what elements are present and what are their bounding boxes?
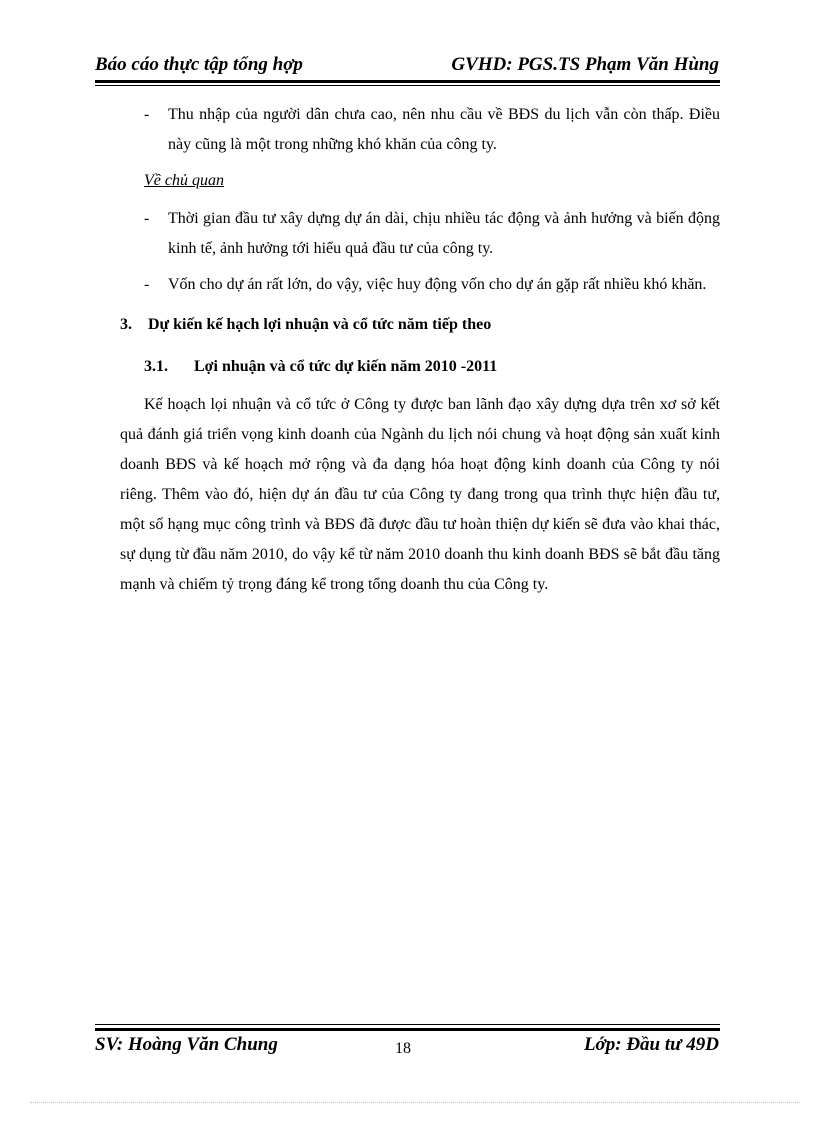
- bullet-dash: -: [144, 106, 150, 123]
- section-title: Dự kiến kế hạch lợi nhuận và cổ tức năm tiếp theo: [148, 316, 492, 333]
- page-header: [95, 54, 719, 80]
- section-3-1-heading: [144, 352, 720, 382]
- profit-plan-paragraph: Kế hoạch lọi nhuận và cổ tức ở Công ty được ban lãnh đạo xây dựng dựa trên xơ sở kết quả đánh giá triển vọng kinh doanh của Ngành du lịch nói chung và hoạt động sản xuất kinh doanh BĐS và kế hoạch mở rộng và đa dạng hóa hoạt động kinh doanh của Công ty nói riêng. Thêm vào đó, hiện dự án đầu tư của Công ty đang trong qua trình thực hiện đầu tư, một số hạng mục công trình và BĐS đã được đầu tư hoàn thiện dự kiến sẽ đưa vào khai thác, sự dụng từ đầu năm 2010, do vậy kể từ năm 2010 doanh thu kinh doanh BĐS sẽ bắt đầu tăng mạnh và chiếm tỷ trọng đáng kể trong tổng doanh thu của Công ty.: [120, 396, 720, 593]
- section-3-heading: [120, 310, 720, 340]
- header-supervisor: GVHD: PGS.TS Phạm Văn Hùng: [451, 54, 719, 75]
- footer-student: SV: Hoàng Văn Chung: [95, 1034, 278, 1055]
- section-number: 3.1.: [144, 358, 168, 375]
- footer-rule-thin: [95, 1024, 720, 1025]
- section-number: 3.: [120, 316, 132, 333]
- bullet-investment-time: [120, 204, 720, 264]
- header-report-title: Báo cáo thực tập tổng hợp: [95, 54, 303, 75]
- footer-class: Lớp: Đầu tư 49D: [583, 1034, 719, 1055]
- bullet-text: Vốn cho dự án rất lớn, do vậy, việc huy động vốn cho dự án gặp rất nhiều khó khăn.: [168, 276, 707, 293]
- page-border-dotted: [30, 1102, 800, 1103]
- page-content: [120, 100, 720, 600]
- bullet-dash: -: [144, 276, 150, 293]
- bullet-capital: [120, 270, 720, 300]
- bullet-income: [120, 100, 720, 160]
- bullet-text: Thu nhập của người dân chưa cao, nên nhu cầu về BĐS du lịch vẫn còn thấp. Điều này cũng là một trong những khó khăn của công ty.: [168, 106, 720, 153]
- page-number: 18: [395, 1040, 411, 1057]
- header-rule-thick: [95, 80, 720, 83]
- header-rule-thin: [95, 85, 720, 86]
- footer-rule-thick: [95, 1028, 720, 1031]
- bullet-dash: -: [144, 210, 150, 227]
- section-title: Lợi nhuận và cổ tức dự kiến năm 2010 -2011: [194, 358, 498, 375]
- page-footer: [95, 1034, 719, 1060]
- subjective-heading: Về chủ quan: [144, 172, 224, 189]
- bullet-text: Thời gian đầu tư xây dựng dự án dài, chịu nhiều tác động và ảnh hưởng và biến động kinh tế, ảnh hưởng tới hiểu quả đầu tư của công ty.: [168, 210, 720, 257]
